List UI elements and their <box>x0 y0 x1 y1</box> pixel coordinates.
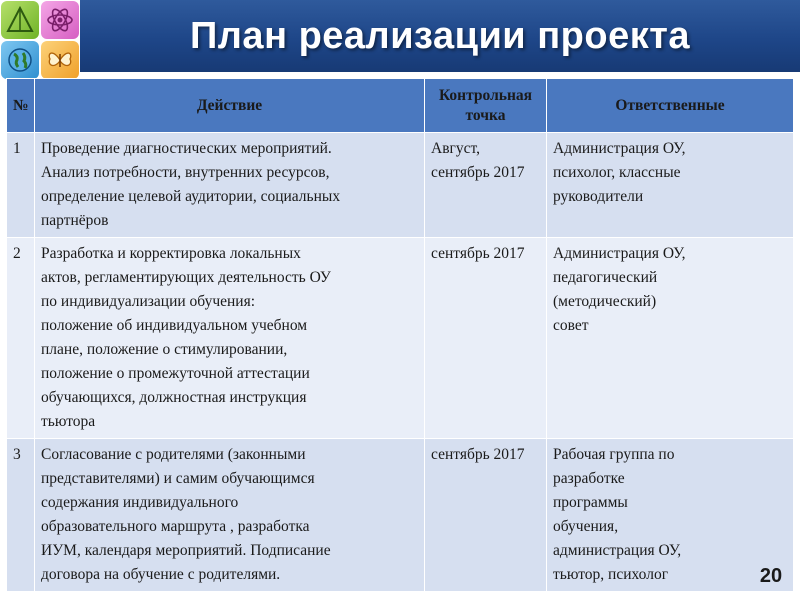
row-checkpoint: сентябрь 2017 <box>425 238 547 439</box>
row-number: 3 <box>7 439 35 592</box>
row-responsible: Администрация ОУ, психолог, классные руководители <box>547 133 794 238</box>
table-header-row <box>7 79 794 133</box>
row-action: Проведение диагностических мероприятий. Анализ потребности, внутренних ресурсов, определение целевой аудитории, социальных партнёров <box>35 133 425 238</box>
butterfly-icon <box>41 41 79 79</box>
triangle-icon <box>1 1 39 39</box>
header-action: Действие <box>35 79 425 133</box>
row-checkpoint: сентябрь 2017 <box>425 439 547 592</box>
row-number: 1 <box>7 133 35 238</box>
page-number: 20 <box>759 565 783 587</box>
atom-icon <box>41 1 79 39</box>
row-responsible: Администрация ОУ, педагогический (методический) совет <box>547 238 794 439</box>
table-row <box>7 133 794 238</box>
row-action: Согласование с родителями (законными представителями) и самим обучающимся содержания индивидуального образовательного маршрута , разработка ИУМ, календаря мероприятий. Подписание договора на обучение с родителями. <box>35 439 425 592</box>
globe-icon <box>1 41 39 79</box>
header-responsible: Ответственные <box>547 79 794 133</box>
header-checkpoint: Контрольная точка <box>425 79 547 133</box>
slide-title: План реализации проекта <box>189 15 690 57</box>
header-num: № <box>7 79 35 133</box>
logo <box>0 0 80 80</box>
table-row <box>7 238 794 439</box>
row-action: Разработка и корректировка локальных актов, регламентирующих деятельность ОУ по индивидуализации обучения: положение об индивидуальном учебном плане, положение о стимулировании, положение о промежуточной аттестации обучающихся, должностная инструкция тьютора <box>35 238 425 439</box>
row-checkpoint: Август, сентябрь 2017 <box>425 133 547 238</box>
row-responsible: Рабочая группа по разработке программы обучения, администрация ОУ, тьютор, психолог <box>547 439 794 592</box>
row-number: 2 <box>7 238 35 439</box>
plan-table <box>6 78 794 592</box>
table-row <box>7 439 794 592</box>
